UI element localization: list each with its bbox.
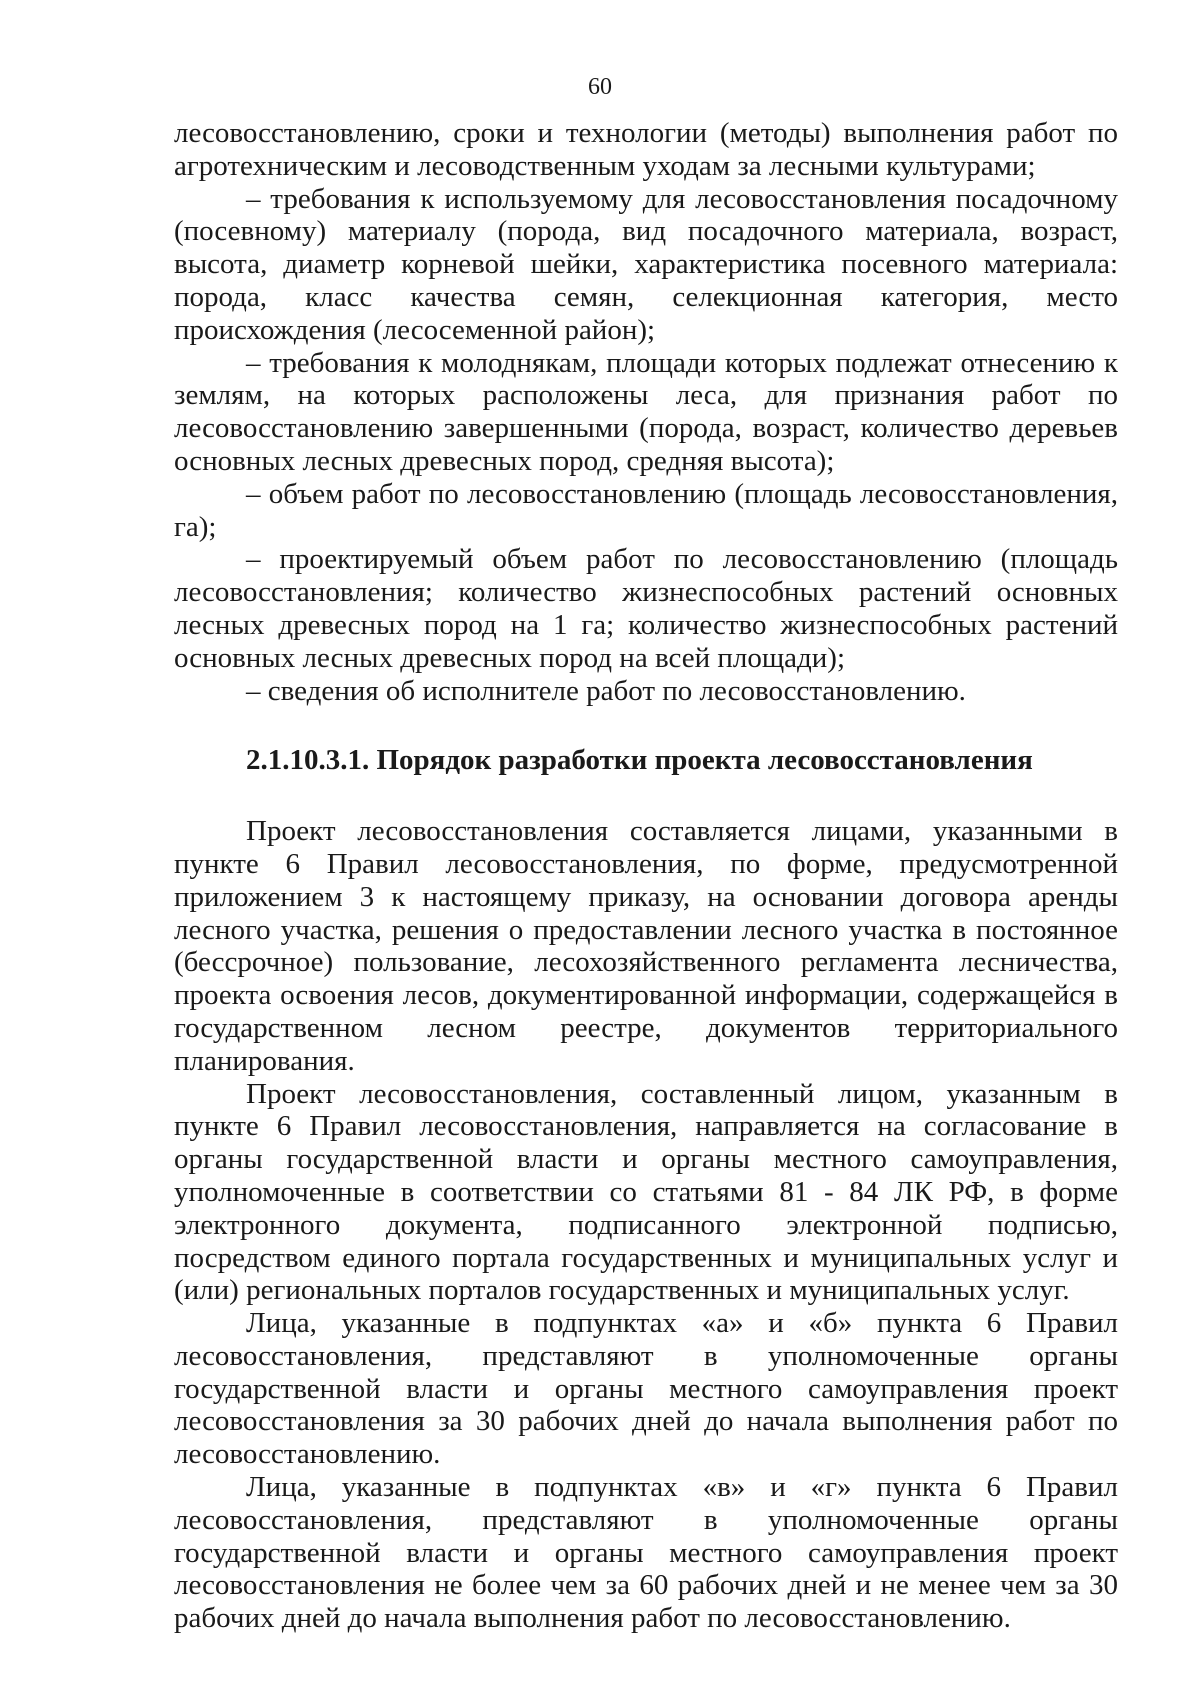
page-number: 60	[588, 74, 612, 100]
paragraph-continuation: лесовосстановлению, сроки и технологии (методы) выполнения работ по агротехническим и лесоводственным уходам за лесными культурами;	[174, 117, 1118, 182]
list-item-young-stands: – требования к молоднякам, площади которых подлежат отнесению к землям, на которых расположены леса, для признания работ по лесовосстановлению завершенными (порода, возраст, количество деревьев основных лесных древесных пород, средняя высота);	[174, 346, 1118, 477]
paragraph-project-compilation: Проект лесовосстановления составляется лицами, указанными в пункте 6 Правил лесовосстановления, по форме, предусмотренной приложением 3 к настоящему приказу, на основании договора аренды лесного участка, решения о предоставлении лесного участка в постоянное (бессрочное) пользование, лесохозяйственного регламента лесничества, проекта освоения лесов, документированной информации, содержащейся в государственном лесном реестре, документов территориального планирования.	[174, 815, 1118, 1077]
paragraph-submission-30-days: Лица, указанные в подпунктах «а» и «б» пункта 6 Правил лесовосстановления, представляют в уполномоченные органы государственной власти и органы местного самоуправления проект лесовосстановления за 30 рабочих дней до начала выполнения работ по лесовосстановлению.	[174, 1307, 1118, 1471]
paragraph-project-approval: Проект лесовосстановления, составленный лицом, указанным в пункте 6 Правил лесовосстановления, направляется на согласование в органы государственной власти и органы местного самоуправления, уполномоченные в соответствии со статьями 81 - 84 ЛК РФ, в форме электронного документа, подписанного электронной подписью, посредством единого портала государственных и муниципальных услуг и (или) региональных порталов государственных и муниципальных услуг.	[174, 1077, 1118, 1307]
section-heading: 2.1.10.3.1. Порядок разработки проекта лесовосстановления	[246, 744, 1033, 777]
list-item-work-volume: – объем работ по лесовосстановлению (площадь лесовосстановления, га);	[174, 477, 1118, 543]
document-body	[174, 117, 1118, 1635]
list-item-planting-material: – требования к используемому для лесовосстановления посадочному (посевному) материалу (порода, вид посадочного материала, возраст, высота, диаметр корневой шейки, характеристика посевного материала: порода, класс качества семян, селекционная категория, место происхождения (лесосеменной район);	[174, 182, 1118, 346]
list-item-contractor-info: – сведения об исполнителе работ по лесовосстановлению.	[246, 674, 966, 707]
paragraph-submission-60-days: Лица, указанные в подпунктах «в» и «г» пункта 6 Правил лесовосстановления, представляют в уполномоченные органы государственной власти и органы местного самоуправления проект лесовосстановления не более чем за 60 рабочих дней и не менее чем за 30 рабочих дней до начала выполнения работ по лесовосстановлению.	[174, 1471, 1118, 1635]
list-item-projected-volume: – проектируемый объем работ по лесовосстановлению (площадь лесовосстановления; количество жизнеспособных растений основных лесных древесных пород на 1 га; количество жизнеспособных растений основных лесных древесных пород на всей площади);	[174, 543, 1118, 674]
